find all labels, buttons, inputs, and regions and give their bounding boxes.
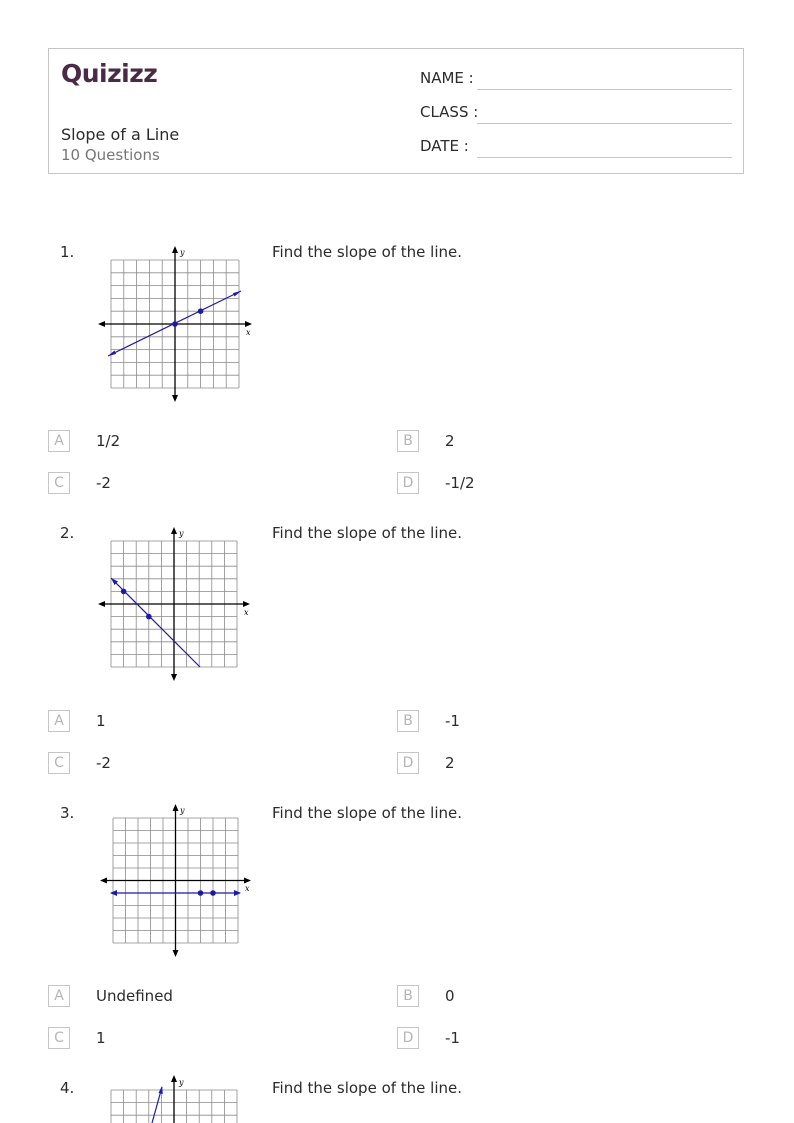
option-c-text: -2 [96, 754, 111, 772]
y-axis-label: y [180, 806, 185, 815]
point [210, 890, 216, 896]
option-a-text: 1/2 [96, 432, 121, 450]
option-c-text: 1 [96, 1029, 106, 1047]
axis-arrows [171, 1075, 177, 1082]
option-d-text: -1 [445, 1029, 460, 1047]
option-d-box[interactable]: D [397, 472, 419, 494]
option-d-box[interactable]: D [397, 1027, 419, 1049]
option-a-text: 1 [96, 712, 106, 730]
x-axis-label: x [245, 884, 250, 893]
option-d-box[interactable]: D [397, 752, 419, 774]
option-c-box[interactable]: C [48, 472, 70, 494]
point [146, 614, 152, 620]
option-c-text: -2 [96, 474, 111, 492]
worksheet-header [48, 48, 744, 174]
date-line[interactable] [477, 157, 732, 158]
option-a-box[interactable]: A [48, 710, 70, 732]
option-c-box[interactable]: C [48, 752, 70, 774]
option-d-text: 2 [445, 754, 455, 772]
graph-q2 [96, 525, 256, 685]
question-number: 4. [60, 1079, 75, 1097]
y-axis-label: y [179, 1078, 184, 1087]
question-text: Find the slope of the line. [272, 243, 463, 261]
option-b-text: 0 [445, 987, 455, 1005]
name-label: NAME : [420, 69, 474, 87]
point [198, 308, 204, 314]
y-axis-label: y [179, 529, 184, 538]
worksheet-title: Slope of a Line [61, 125, 180, 144]
graph-q4 [96, 1073, 256, 1123]
axes [100, 529, 248, 679]
class-line[interactable] [477, 123, 732, 124]
axes [102, 806, 249, 955]
option-a-box[interactable]: A [48, 430, 70, 452]
option-c-box[interactable]: C [48, 1027, 70, 1049]
option-a-box[interactable]: A [48, 985, 70, 1007]
quizizz-logo: Quizizz [61, 59, 158, 88]
graph-q1 [96, 244, 256, 404]
option-b-text: -1 [445, 712, 460, 730]
name-line[interactable] [477, 89, 732, 90]
option-d-text: -1/2 [445, 474, 475, 492]
y-axis-label: y [180, 248, 185, 257]
point [121, 589, 127, 595]
option-b-box[interactable]: B [397, 430, 419, 452]
question-number: 2. [60, 524, 75, 542]
graph-q3 [96, 802, 256, 962]
option-a-text: Undefined [96, 987, 173, 1005]
option-b-text: 2 [445, 432, 455, 450]
question-number: 1. [60, 243, 75, 261]
question-text: Find the slope of the line. [272, 804, 463, 822]
option-b-box[interactable]: B [397, 710, 419, 732]
x-axis-label: x [246, 328, 251, 337]
date-label: DATE : [420, 137, 469, 155]
option-b-box[interactable]: B [397, 985, 419, 1007]
question-count: 10 Questions [61, 146, 160, 164]
point [172, 321, 178, 327]
question-text: Find the slope of the line. [272, 524, 463, 542]
question-text: Find the slope of the line. [272, 1079, 463, 1097]
question-number: 3. [60, 804, 75, 822]
class-label: CLASS : [420, 103, 479, 121]
x-axis-label: x [244, 608, 249, 617]
point [198, 890, 204, 896]
